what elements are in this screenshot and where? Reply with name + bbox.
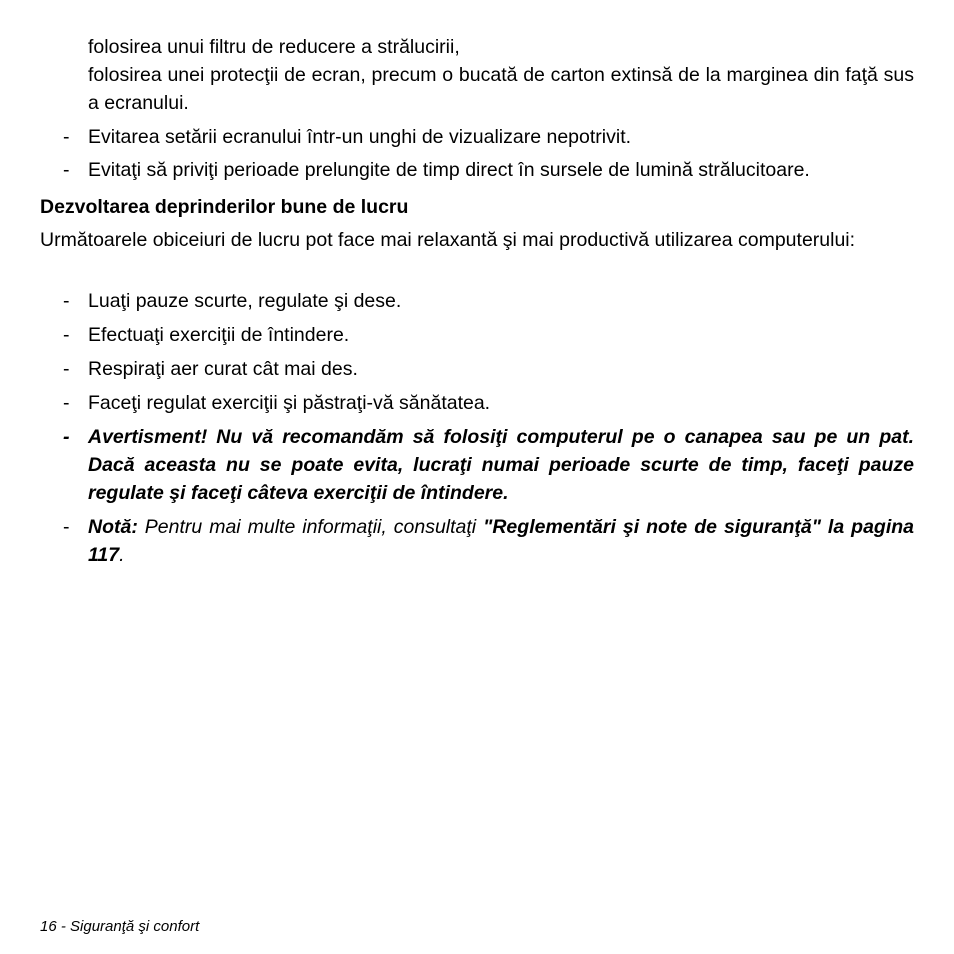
note-text: Pentru mai multe informaţii, consultaţi xyxy=(137,516,484,538)
bullet-dash: - xyxy=(63,324,70,346)
bullet-dash: - xyxy=(63,516,70,538)
bullet-text: Efectuaţi exerciţii de întindere. xyxy=(88,324,350,346)
note-label: Notă: xyxy=(88,516,138,538)
bullet-dash: - xyxy=(63,358,70,380)
bullet-text: Evitaţi să priviţi perioade prelungite de timp direct în sursele de lumină strălucitoare. xyxy=(88,159,810,181)
bullet-dash: - xyxy=(63,392,70,414)
continuation-line-2: folosirea unei protecţii de ecran, precum o bucată de carton extinsă de la marginea din faţă sus a ecranului. xyxy=(88,64,914,114)
bullet-text: Luaţi pauze scurte, regulate şi dese. xyxy=(88,290,402,312)
warning-text: Avertisment! Nu vă recomandăm să folosiţi computerul pe o canapea sau pe un pat. Dacă aceasta nu se poate evita, lucraţi numai perioade scurte de timp, faceţi pauze regulate şi faceţi câteva exerciţii de întindere. xyxy=(88,426,914,504)
note-end: . xyxy=(119,544,125,566)
bullet-text: Evitarea setării ecranului într-un unghi de vizualizare nepotrivit. xyxy=(88,126,632,148)
note-body xyxy=(88,513,914,569)
note-reference-link[interactable]: "Reglementări şi note de siguranţă" la pagina 117 xyxy=(88,516,915,566)
continuation-line-1: folosirea unui filtru de reducere a strălucirii, xyxy=(88,36,460,58)
section-intro: Următoarele obiceiuri de lucru pot face mai relaxantă şi mai productivă utilizarea computerului: xyxy=(40,229,856,251)
bullet-dash: - xyxy=(63,159,70,181)
bullet-dash: - xyxy=(63,426,70,448)
bullet-text: Faceţi regulat exerciţii şi păstraţi-vă sănătatea. xyxy=(88,392,491,414)
bullet-dash: - xyxy=(63,126,70,148)
section-heading: Dezvoltarea deprinderilor bune de lucru xyxy=(40,196,409,218)
bullet-dash: - xyxy=(63,290,70,312)
bullet-text: Respiraţi aer curat cât mai des. xyxy=(88,358,358,380)
page-footer: 16 - Siguranţă şi confort xyxy=(40,918,200,935)
